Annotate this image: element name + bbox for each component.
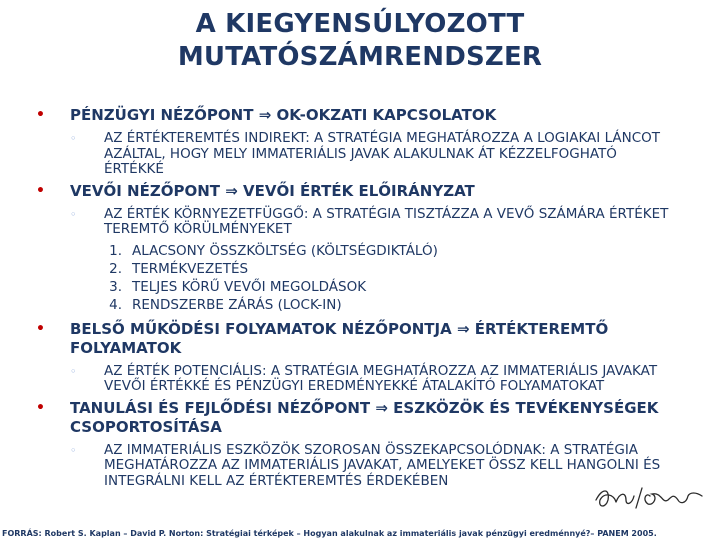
- list-item-text: ALACSONY ÖSSZKÖLTSÉG (KÖLTSÉGDIKTÁLÓ): [132, 242, 438, 259]
- heading-text: OK-OKZATI KAPCSOLATOK: [276, 106, 497, 124]
- source-footnote: FORRÁS: Robert S. Kaplan – David P. Norton: Stratégiai térképek – Hogyan alakulnak az immateriális javak pénzügyi eredménnyé?– PANEM 2005.: [2, 529, 657, 538]
- implies-arrow-icon: ⇒: [258, 106, 272, 124]
- section-sub-internal: [36, 364, 676, 395]
- sub-text: AZ ÉRTÉK KÖRNYEZETFÜGGŐ: A STRATÉGIA TISZTÁZZA A VEVŐ SZÁMÁRA ÉRTÉKET TEREMTŐ KÖRÜLMÉNYEKET: [104, 205, 669, 237]
- section-heading-internal: [36, 320, 716, 358]
- heading-text: ESZKÖZÖK ÉS TEVÉKENYSÉGEK CSOPORTOSÍTÁSA: [70, 398, 659, 436]
- list-item-number: 2.: [109, 260, 122, 277]
- list-item-text: TELJES KÖRŰ VEVŐI MEGOLDÁSOK: [132, 278, 367, 295]
- bullet-icon: •: [36, 320, 45, 337]
- slide-content: [36, 106, 716, 493]
- list-item: [104, 278, 716, 296]
- sub-bullet-icon: ◦: [70, 207, 77, 221]
- section-sub-learning: [36, 443, 676, 490]
- section-sub-financial: [36, 131, 676, 178]
- list-item-text: TERMÉKVEZETÉS: [132, 260, 249, 277]
- heading-text: TANULÁSI ÉS FEJLŐDÉSI NÉZŐPONT: [70, 398, 371, 417]
- sub-bullet-icon: ◦: [70, 132, 77, 145]
- bullet-icon: •: [36, 182, 45, 199]
- customer-value-list: [36, 242, 716, 314]
- section-heading-financial: [36, 106, 716, 125]
- handwritten-signature: [592, 478, 708, 514]
- list-item-number: 3.: [109, 278, 122, 295]
- implies-arrow-icon: ⇒: [225, 181, 238, 200]
- section-heading-learning: [36, 399, 716, 437]
- sub-text: AZ ÉRTÉKTEREMTÉS INDIREKT: A STRATÉGIA MEGHATÁROZZA A LOGIAKAI LÁNCOT AZÁLTAL, HOGY MELY IMMATERIÁLIS JAVAK ALAKULNAK ÁT KÉZZELFOGHATÓ ÉRTÉKKÉ: [104, 130, 661, 177]
- section-heading-customer: [36, 182, 716, 201]
- sub-bullet-icon: ◦: [70, 364, 77, 378]
- slide-title-line-2: MUTATÓSZÁMRENDSZER: [177, 42, 543, 72]
- list-item-number: 1.: [109, 242, 122, 259]
- list-item: [104, 260, 716, 278]
- sub-bullet-icon: ◦: [70, 443, 77, 457]
- bullet-icon: •: [36, 107, 45, 123]
- heading-text: VEVŐI ÉRTÉK ELŐIRÁNYZAT: [243, 181, 475, 200]
- list-item-number: 4.: [109, 296, 122, 313]
- heading-text: BELSŐ MŰKÖDÉSI FOLYAMATOK NÉZŐPONTJA: [70, 319, 452, 338]
- slide-title: [0, 8, 720, 74]
- heading-text: ÉRTÉKTEREMTŐ FOLYAMATOK: [70, 319, 609, 357]
- sub-text: AZ ÉRTÉK POTENCIÁLIS: A STRATÉGIA MEGHATÁROZZA AZ IMMATERIÁLIS JAVAKAT VEVŐI ÉRTÉKKÉ ÉS PÉNZÜGYI EREDMÉNYEKKÉ ÁTALAKÍTÓ FOLYAMATOKAT: [104, 362, 658, 394]
- list-item-text: RENDSZERBE ZÁRÁS (LOCK-IN): [132, 296, 342, 313]
- section-sub-customer: [36, 207, 676, 238]
- sub-text: AZ IMMATERIÁLIS ESZKÖZÖK SZOROSAN ÖSSZEKAPCSOLÓDNAK: A STRATÉGIA MEGHATÁROZZA AZ IMMATERIÁLIS JAVAKAT, AMELYEKET ÖSSZ KELL HANGOLNI ÉS INTEGRÁLNI KELL AZ ÉRTÉKTEREMTÉS ÉRDEKÉBEN: [104, 441, 661, 489]
- implies-arrow-icon: ⇒: [375, 398, 388, 417]
- list-item: [104, 242, 716, 260]
- implies-arrow-icon: ⇒: [456, 319, 470, 338]
- heading-text: VEVŐI NÉZŐPONT: [70, 181, 220, 200]
- bullet-icon: •: [36, 399, 45, 416]
- list-item: [104, 296, 716, 314]
- heading-text: PÉNZÜGYI NÉZŐPONT: [70, 106, 254, 124]
- slide-title-line-1: A KIEGYENSÚLYOZOTT: [195, 9, 525, 39]
